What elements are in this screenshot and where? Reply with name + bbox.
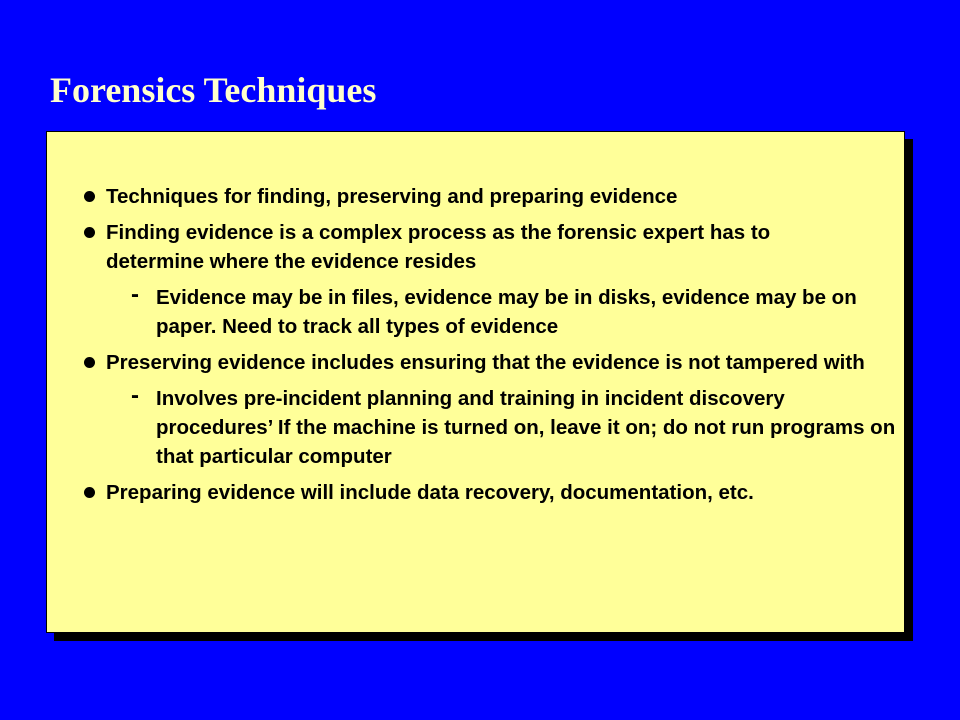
bullet-dot-icon bbox=[84, 357, 95, 368]
bullet-dot-icon bbox=[84, 191, 95, 202]
bullet-text: Preparing evidence will include data recovery, documentation, etc. bbox=[106, 481, 754, 504]
dash-bullet-icon: - bbox=[131, 281, 139, 308]
dash-bullet-icon: - bbox=[131, 382, 139, 409]
sub-bullet-text: Involves pre-incident planning and training in incident discovery procedures’ If the machine is turned on, leave it on; do not run programs on that particular computer bbox=[156, 387, 896, 468]
bullet-dot-icon bbox=[84, 487, 95, 498]
sub-bullet-text: Evidence may be in files, evidence may be in disks, evidence may be on paper. Need to track all types of evidence bbox=[156, 286, 857, 338]
sub-bullet-item bbox=[47, 283, 896, 341]
sub-bullet-item bbox=[47, 384, 896, 471]
bullet-item bbox=[47, 218, 866, 276]
bullet-text: Techniques for finding, preserving and preparing evidence bbox=[106, 185, 678, 208]
bullet-list bbox=[47, 182, 896, 514]
content-box bbox=[46, 131, 905, 633]
bullet-text: Finding evidence is a complex process as the forensic expert has to determine where the evidence resides bbox=[106, 221, 771, 273]
bullet-item bbox=[47, 478, 866, 507]
bullet-item bbox=[47, 182, 866, 211]
slide-title: Forensics Techniques bbox=[50, 70, 377, 110]
bullet-dot-icon bbox=[84, 227, 95, 238]
bullet-item bbox=[47, 348, 866, 377]
bullet-text: Preserving evidence includes ensuring that the evidence is not tampered with bbox=[106, 351, 865, 374]
